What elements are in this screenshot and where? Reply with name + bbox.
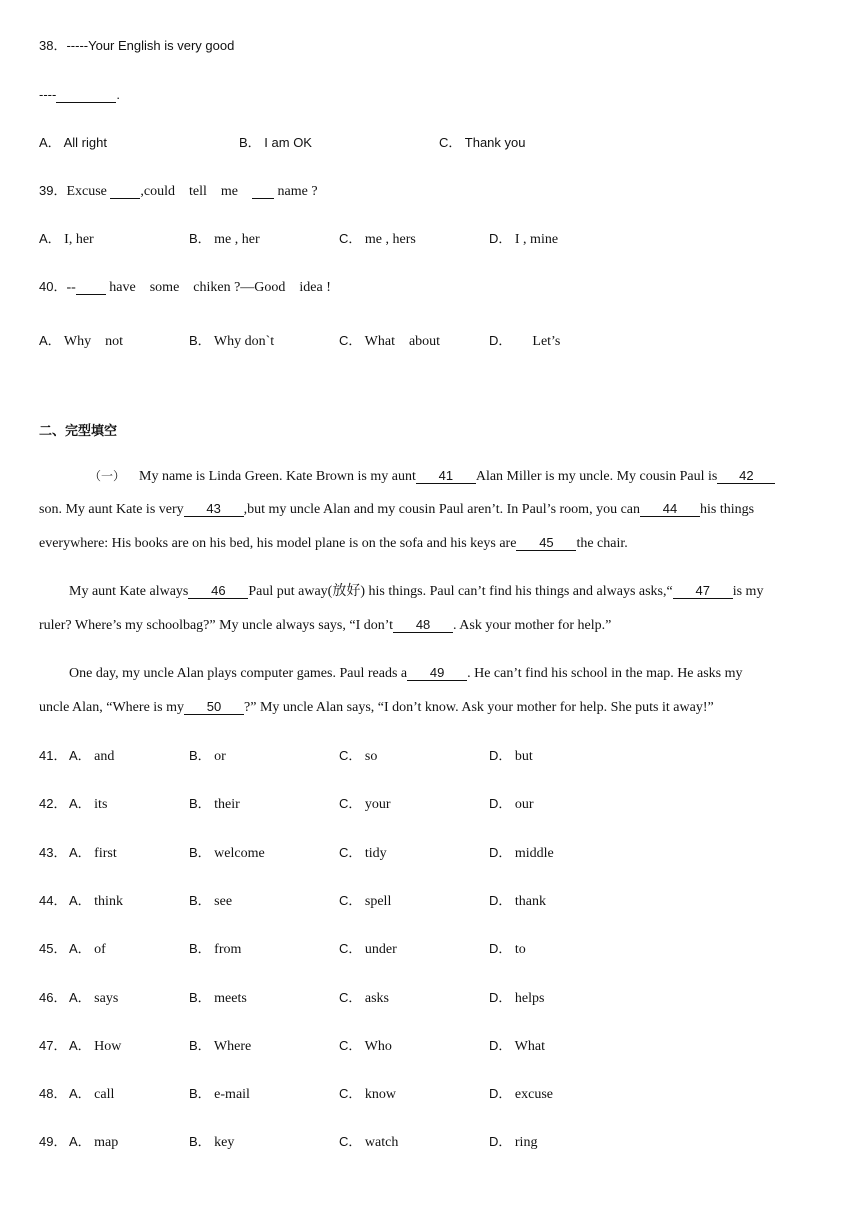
option-c [339, 795, 391, 814]
option-letter: D． [489, 748, 512, 763]
option-text: helps [511, 990, 545, 1006]
option-letter: A． [69, 892, 91, 908]
answer-blank [110, 183, 140, 199]
option-a [69, 747, 114, 766]
option-letter: D． [489, 844, 512, 860]
option-c: C． What about [339, 333, 441, 349]
option-letter: C． [339, 1134, 362, 1150]
section-heading: 二、完型填空 [39, 424, 118, 439]
option-text: know [361, 1087, 397, 1103]
option-c [339, 1085, 396, 1104]
option-letter: D． [489, 1086, 512, 1102]
option-text: see [210, 893, 233, 909]
option-d [489, 795, 534, 814]
option-b [189, 1133, 234, 1152]
option-letter: A． [69, 796, 91, 812]
option-text: and [90, 749, 115, 764]
option-text: How [90, 1038, 122, 1054]
option-text: of [90, 942, 106, 958]
question-number: 49． [39, 1134, 67, 1150]
passage-line: uncle Alan, “Where is my 50 ?” My uncle Alan says, “I don’t know. Ask your mother for help. She puts it away!” [39, 699, 714, 715]
option-text: Where [210, 1038, 252, 1054]
option-letter: B． [189, 844, 211, 860]
option-text: tidy [361, 845, 387, 861]
option-letter: D． [489, 1134, 512, 1150]
question-number: 44． [39, 892, 67, 908]
option-text: thank [511, 893, 546, 909]
cloze-blank-43: 43 [184, 501, 244, 517]
option-letter: C． [339, 1086, 362, 1102]
option-text: map [90, 1135, 119, 1151]
question-38 [39, 37, 234, 56]
option-text: their [210, 797, 240, 813]
question-text: ,could tell me [140, 184, 252, 199]
option-letter: A． [69, 1086, 91, 1102]
cloze-blank-50: 50 [184, 699, 244, 715]
option-c [339, 940, 397, 959]
question-40 [39, 278, 331, 297]
question-text: have some chiken ?—Good idea ! [105, 280, 331, 295]
option-d [489, 940, 526, 959]
option-text: says [90, 990, 119, 1006]
option-text: but [511, 749, 533, 764]
option-d: D． I , mine [489, 231, 559, 247]
option-text: key [210, 1135, 235, 1151]
question-number: 45． [39, 941, 67, 957]
cloze-blank-42: 42 [717, 468, 775, 484]
option-text: welcome [210, 845, 265, 861]
cloze-blank-45: 45 [516, 535, 576, 551]
option-b [189, 940, 241, 959]
option-a [69, 1085, 114, 1104]
option-d [489, 844, 554, 863]
passage-line: son. My aunt Kate is very 43 ,but my uncle Alan and my cousin Paul aren’t. In Paul’s room, you can 44 his things [39, 501, 755, 517]
option-b [189, 747, 226, 766]
option-c [339, 1037, 392, 1056]
answer-blank [252, 183, 274, 199]
option-c: C． me , hers [339, 231, 416, 247]
option-text: excuse [511, 1087, 553, 1103]
option-a [69, 892, 123, 911]
passage-line: （一） My name is Linda Green. Kate Brown is my aunt 41 Alan Miller is my uncle. My cousin Paul is 42 [89, 467, 860, 486]
option-letter: A． [69, 989, 91, 1005]
option-text: asks [361, 990, 390, 1006]
option-text: our [511, 797, 534, 813]
option-letter: A． [69, 1037, 91, 1053]
question-number: 41． [39, 748, 67, 763]
option-text: think [90, 893, 123, 909]
question-text: Excuse [66, 184, 111, 199]
option-letter: B． [189, 1086, 211, 1102]
passage-line: ruler? Where’s my schoolbag?” My uncle always says, “I don’t 48 . Ask your mother for help.” [39, 617, 612, 633]
option-letter: C． [339, 892, 362, 908]
option-text: under [361, 942, 397, 958]
option-text: its [90, 797, 108, 813]
option-text: What [511, 1038, 545, 1054]
option-c [339, 892, 391, 911]
question-text: -----Your English is very good [66, 38, 235, 53]
question-38-reply [39, 86, 120, 105]
option-c [339, 747, 377, 766]
option-letter: B． [189, 892, 211, 908]
option-text: meets [210, 990, 247, 1006]
reply-suffix: . [116, 87, 120, 102]
option-d [489, 989, 544, 1008]
option-b: B． I am OK [239, 135, 312, 150]
option-a: A． All right [39, 135, 107, 150]
option-a: A． Why not [39, 333, 124, 349]
option-b [189, 844, 265, 863]
question-number: 46． [39, 989, 67, 1005]
option-a: A． I, her [39, 231, 94, 247]
option-letter: B． [189, 989, 211, 1005]
option-letter: B． [189, 748, 211, 763]
option-d [489, 747, 533, 766]
option-letter: C． [339, 748, 362, 763]
answer-blank [56, 87, 116, 103]
option-letter: D． [489, 989, 512, 1005]
option-letter: B． [189, 796, 211, 812]
option-text: your [361, 797, 391, 813]
question-number: 47． [39, 1037, 67, 1053]
question-text: name ? [274, 184, 318, 199]
option-a [69, 1133, 118, 1152]
cloze-blank-47: 47 [673, 583, 733, 599]
option-text: to [511, 942, 526, 958]
option-letter: B． [189, 941, 211, 957]
option-d [489, 892, 546, 911]
option-c [339, 989, 389, 1008]
option-d [489, 1037, 545, 1056]
cloze-blank-44: 44 [640, 501, 700, 517]
option-text: Who [361, 1038, 392, 1054]
option-text: ring [511, 1135, 538, 1151]
option-letter: D． [489, 796, 512, 812]
cloze-blank-46: 46 [188, 583, 248, 599]
option-b [189, 1085, 250, 1104]
option-c [339, 844, 387, 863]
option-text: or [210, 749, 226, 764]
option-d: D． Let’s [489, 333, 561, 349]
option-b [189, 989, 247, 1008]
option-b [189, 795, 240, 814]
passage-line: everywhere: His books are on his bed, his model plane is on the sofa and his keys are 45 the chair. [39, 535, 628, 551]
option-letter: A． [69, 844, 91, 860]
question-number: 42． [39, 796, 67, 812]
question-number: 40． [39, 279, 67, 294]
option-b: B． Why don`t [189, 333, 275, 349]
option-b [189, 1037, 251, 1056]
question-number: 48． [39, 1086, 67, 1102]
option-text: middle [511, 845, 554, 861]
option-letter: D． [489, 892, 512, 908]
option-text: so [361, 749, 378, 764]
option-c [339, 1133, 398, 1152]
question-number: 43． [39, 844, 67, 860]
cloze-blank-49: 49 [407, 665, 467, 681]
option-text: spell [361, 893, 392, 909]
cloze-blank-48: 48 [393, 617, 453, 633]
passage-sub-label: （一） [89, 469, 126, 483]
option-letter: A． [69, 941, 91, 957]
option-letter: C． [339, 844, 362, 860]
answer-blank [76, 279, 106, 295]
option-letter: D． [489, 1037, 512, 1053]
option-letter: B． [189, 1134, 211, 1150]
option-d [489, 1085, 553, 1104]
option-b: B． me , her [189, 231, 260, 247]
option-letter: A． [69, 748, 91, 763]
option-letter: A． [69, 1134, 91, 1150]
option-letter: C． [339, 941, 362, 957]
question-number: 39． [39, 183, 67, 198]
option-a [69, 844, 117, 863]
option-a [69, 795, 107, 814]
option-d [489, 1133, 537, 1152]
option-c: C． Thank you [439, 135, 526, 150]
option-letter: B． [189, 1037, 211, 1053]
option-a [69, 989, 118, 1008]
option-text: from [210, 942, 242, 958]
option-letter: C． [339, 1037, 362, 1053]
option-letter: D． [489, 941, 512, 957]
question-39 [39, 182, 318, 201]
option-letter: C． [339, 796, 362, 812]
question-number: 38． [39, 38, 67, 53]
option-letter: C． [339, 989, 362, 1005]
passage-line: One day, my uncle Alan plays computer games. Paul reads a 49 . He can’t find his school in the map. He asks my [69, 665, 743, 681]
cloze-blank-41: 41 [416, 468, 476, 484]
option-b [189, 892, 232, 911]
reply-prefix: ---- [39, 87, 57, 102]
passage-line: My aunt Kate always 46 Paul put away(放好) his things. Paul can’t find his things and always asks,“ 47 is my [69, 583, 764, 599]
option-text: call [90, 1087, 115, 1103]
option-text: first [90, 845, 117, 861]
option-a [69, 940, 106, 959]
option-text: e-mail [210, 1087, 250, 1103]
option-a [69, 1037, 121, 1056]
question-text: -- [66, 280, 76, 295]
option-text: watch [361, 1135, 399, 1151]
